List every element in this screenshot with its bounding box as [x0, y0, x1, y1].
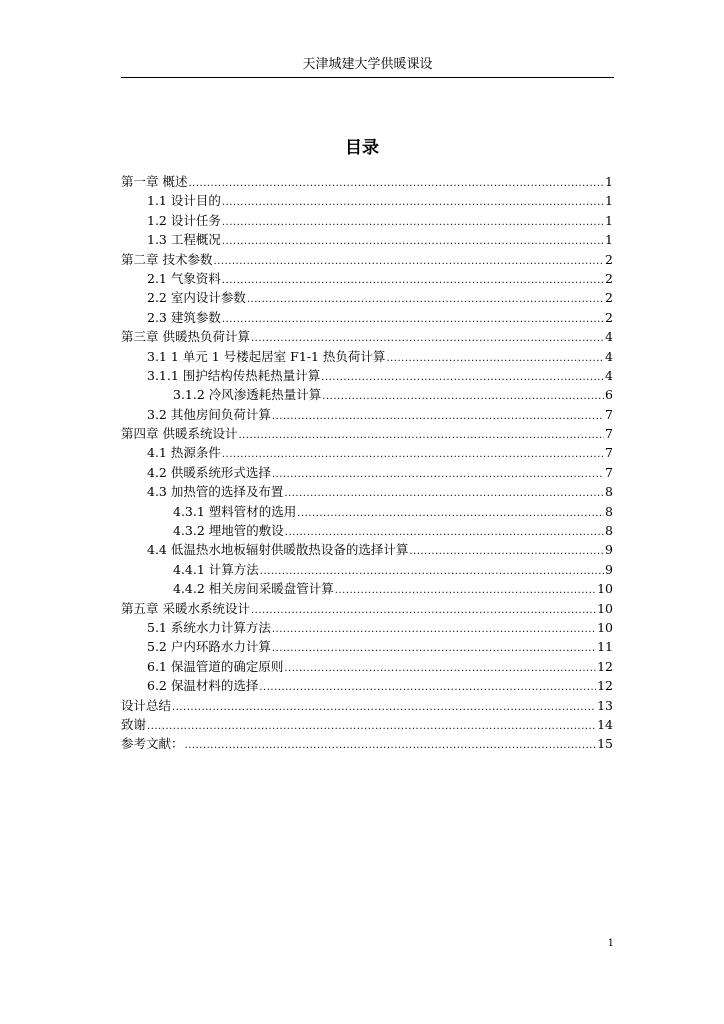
toc-entry-page: 2	[605, 309, 613, 325]
toc-entry-label: 第一章 概述	[121, 174, 188, 189]
toc-entry[interactable]	[121, 191, 613, 210]
toc-dot-leader	[222, 236, 604, 247]
toc-entry-page: 14	[597, 716, 613, 732]
toc-dot-leader	[222, 449, 604, 460]
toc-entry-label: 2.1 气象资料	[147, 270, 221, 286]
toc-entry[interactable]	[121, 560, 613, 579]
toc-entry-page: 12	[597, 658, 613, 674]
toc-entry[interactable]	[121, 230, 613, 249]
toc-dot-leader	[284, 663, 596, 674]
toc-dot-leader	[272, 624, 596, 635]
toc-entry-label: 4.3.2 埋地管的敷设	[173, 523, 284, 539]
toc-entry-page: 15	[597, 736, 613, 752]
toc-entry-label: 参考文献：	[121, 736, 184, 752]
toc-entry-page: 2	[605, 290, 613, 306]
toc-entry-label: 4.1 热源条件	[147, 445, 221, 461]
toc-entry-page: 1	[605, 193, 613, 209]
toc-dot-leader	[386, 353, 604, 364]
toc-entry-label: 4.4.2 相关房间采暖盘管计算	[173, 581, 334, 597]
toc-dot-leader	[259, 682, 596, 693]
toc-entry-label: 4.4.1 计算方法	[173, 561, 259, 577]
toc-entry-label: 4.2 供暖系统形式选择	[147, 464, 271, 480]
toc-entry-page: 4	[605, 367, 613, 383]
toc-dot-leader	[335, 585, 596, 596]
page-number: 1	[607, 938, 614, 949]
toc-entry-label: 4.3 加热管的选择及布置	[147, 484, 284, 500]
toc-entry[interactable]	[121, 366, 613, 385]
toc-entry-page: 8	[605, 484, 613, 500]
toc-entry[interactable]	[121, 385, 613, 404]
toc-dot-leader	[272, 643, 596, 654]
toc-entry-label: 1.1 设计目的	[147, 193, 221, 209]
toc-entry[interactable]	[121, 599, 613, 618]
toc-entry-page: 1	[605, 232, 613, 248]
toc-entry-page: 7	[605, 406, 613, 422]
toc-entry[interactable]	[121, 579, 613, 598]
toc-entry-page: 11	[597, 639, 613, 655]
toc-entry-label: 3.1 1 单元 1 号楼起居室 F1-1 热负荷计算	[147, 348, 386, 364]
toc-entry[interactable]	[121, 502, 613, 521]
toc-entry[interactable]	[121, 734, 613, 753]
toc-dot-leader	[409, 546, 604, 557]
toc-entry[interactable]	[121, 696, 613, 715]
toc-dot-leader	[222, 217, 604, 228]
toc-entry-label: 第三章 供暖热负荷计算	[121, 329, 250, 345]
toc-entry-label: 第二章 技术参数	[121, 251, 213, 267]
toc-dot-leader	[147, 721, 596, 732]
toc-entry-label: 5.2 户内环路水力计算	[147, 639, 271, 655]
toc-entry[interactable]	[121, 637, 613, 656]
toc-dot-leader	[213, 256, 604, 267]
toc-dot-leader	[247, 294, 604, 305]
toc-title: 目录	[345, 138, 379, 158]
toc-entry[interactable]	[121, 308, 613, 327]
toc-entry-page: 9	[605, 542, 613, 558]
toc-dot-leader	[238, 430, 604, 441]
toc-entry-page: 10	[597, 619, 613, 635]
toc-entry-page: 4	[605, 348, 613, 364]
toc-entry-label: 4.4 低温热水地板辐射供暖散热设备的选择计算	[147, 542, 409, 558]
toc-entry-label: 3.2 其他房间负荷计算	[147, 406, 271, 422]
toc-entry-page: 2	[605, 270, 613, 286]
toc-entry[interactable]	[121, 288, 613, 307]
toc-dot-leader	[272, 469, 604, 480]
toc-entry-label: 4.3.1 塑料管材的选用	[173, 503, 297, 519]
toc-entry-label: 设计总结	[121, 697, 172, 713]
toc-entry-label: 1.3 工程概况	[147, 232, 221, 248]
toc-entry-label: 6.1 保温管道的确定原则	[147, 658, 284, 674]
toc-dot-leader	[321, 372, 604, 383]
toc-entry[interactable]	[121, 250, 613, 269]
toc-dot-leader	[272, 411, 604, 422]
toc-dot-leader	[284, 488, 604, 499]
toc-entry-label: 2.2 室内设计参数	[147, 290, 246, 306]
toc-entry-page: 1	[605, 212, 613, 228]
toc-entry-page: 7	[605, 464, 613, 480]
toc-entry-page: 7	[605, 445, 613, 461]
toc-entry[interactable]	[121, 443, 613, 462]
toc-entry[interactable]	[121, 347, 613, 366]
toc-entry[interactable]	[121, 715, 613, 734]
toc-entry-label: 第四章 供暖系统设计	[121, 426, 238, 442]
toc-entry-page: 12	[597, 678, 613, 694]
toc-entry-label: 致谢	[121, 716, 147, 732]
toc-entry-label: 3.1.1 围护结构传热耗热量计算	[147, 367, 321, 383]
toc-entry[interactable]	[121, 676, 613, 695]
toc-entry[interactable]	[121, 463, 613, 482]
toc-entry-page: 10	[597, 600, 613, 616]
toc-entry-page: 13	[597, 697, 613, 713]
toc-dot-leader	[222, 275, 604, 286]
toc-entry-page: 6	[605, 387, 613, 403]
table-of-contents	[121, 172, 613, 754]
toc-entry[interactable]	[121, 269, 613, 288]
toc-entry-page: 7	[605, 426, 613, 442]
toc-entry-label: 6.2 保温材料的选择	[147, 678, 259, 694]
toc-entry[interactable]	[121, 618, 613, 637]
toc-dot-leader	[172, 702, 596, 713]
toc-entry[interactable]	[121, 657, 613, 676]
toc-dot-leader	[285, 527, 604, 538]
toc-entry[interactable]	[121, 327, 613, 346]
toc-entry[interactable]	[121, 482, 613, 501]
toc-entry-page: 8	[605, 503, 613, 519]
toc-entry[interactable]	[121, 521, 613, 540]
toc-entry-page: 8	[605, 523, 613, 539]
toc-dot-leader	[260, 566, 604, 577]
toc-entry[interactable]	[121, 172, 613, 191]
header-text: 天津城建大学供暖课设	[302, 57, 433, 72]
toc-entry-page: 10	[597, 581, 613, 597]
toc-entry-page: 9	[605, 561, 613, 577]
toc-dot-leader	[297, 508, 604, 519]
toc-entry-label: 5.1 系统水力计算方法	[147, 619, 271, 635]
toc-entry-label: 第五章 采暖水系统设计	[121, 600, 250, 616]
toc-entry-page: 1	[605, 174, 613, 189]
toc-dot-leader	[322, 391, 604, 402]
toc-dot-leader	[222, 197, 604, 208]
toc-entry-page: 4	[605, 329, 613, 345]
toc-entry[interactable]	[121, 211, 613, 230]
toc-dot-leader	[222, 314, 604, 325]
toc-entry-label: 3.1.2 冷风渗透耗热量计算	[173, 387, 322, 403]
toc-entry[interactable]	[121, 424, 613, 443]
toc-entry-label: 1.2 设计任务	[147, 212, 221, 228]
toc-entry[interactable]	[121, 405, 613, 424]
toc-entry-label: 2.3 建筑参数	[147, 309, 221, 325]
page-header	[121, 55, 614, 78]
toc-dot-leader	[251, 605, 596, 616]
toc-dot-leader	[185, 740, 597, 751]
toc-entry[interactable]	[121, 540, 613, 559]
toc-entry-page: 2	[605, 251, 613, 267]
toc-dot-leader	[188, 178, 604, 189]
toc-dot-leader	[251, 333, 604, 344]
